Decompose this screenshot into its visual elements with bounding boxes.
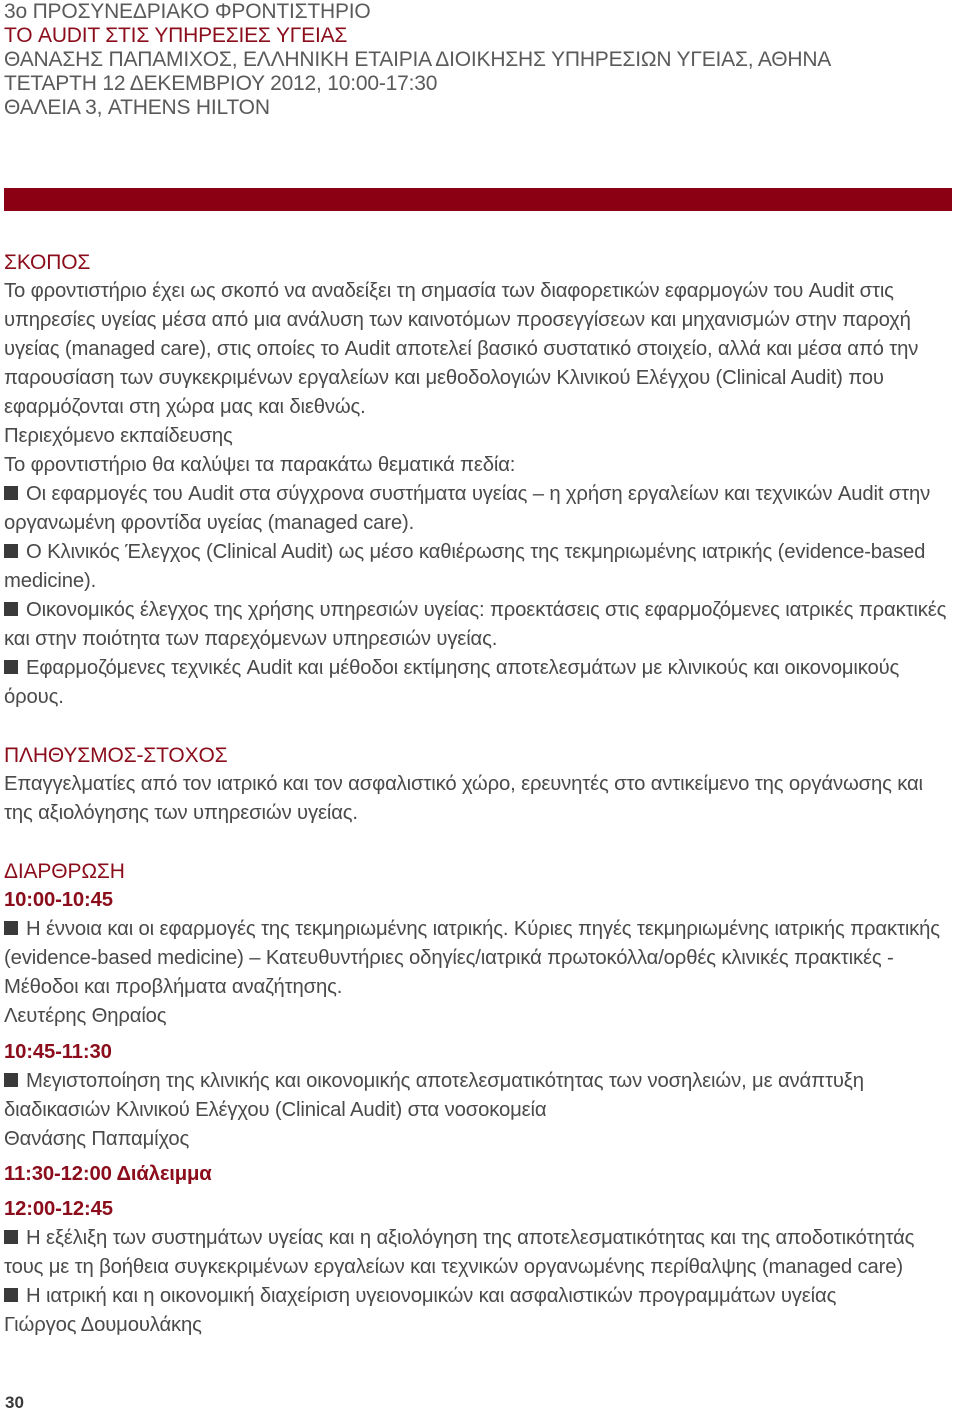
audience-section — [4, 741, 949, 828]
session-time: 12:00-12:45 — [4, 1198, 113, 1220]
session-time: 10:45-11:30 — [4, 1041, 112, 1063]
session-text: Η έννοια και οι εφαρμογές της τεκμηριωμένης ιατρικής. Κύριες πηγές τεκμηριωμένης ιατρικής πρακτικής (evidence-based medicine) – Κατευθυντήριες οδηγίες/ιατρικά πρωτοκόλλα/ορθές κλινικές πρακτικές - Μέθοδοι και προβλήματα αναζήτησης. — [4, 918, 940, 998]
square-bullet-icon — [4, 1073, 18, 1087]
square-bullet-icon — [4, 544, 18, 558]
session-time: 10:00-10:45 — [4, 889, 113, 911]
session-speaker: Γιώργος Δουμουλάκης — [4, 1314, 202, 1336]
structure-heading: ΔΙΑΡΘΡΩΣΗ — [4, 860, 125, 883]
session-text: Η ιατρική και η οικονομική διαχείριση υγειονομικών και ασφαλιστικών προγραμμάτων υγείας — [4, 1282, 949, 1311]
page-number: 30 — [5, 1393, 24, 1412]
break-row — [4, 1160, 949, 1189]
skopos-text: Το φροντιστήριο έχει ως σκοπό να αναδείξει τη σημασία των διαφορετικών εφαρμογών του Audit στις υπηρεσίες υγείας μέσα από μια ανάλυση των καινοτόμων προσεγγίσεων και μηχανισμών στην παροχή υγείας (managed care), στις οποίες το Audit αποτελεί βασικό συστατικό στοιχείο, αλλά και μέσα από την παρουσίαση των συγκεκριμένων εργαλείων και μεθοδολογιών Κλινικού Ελέγχου (Clinical Audit) που εφαρμόζονται στη χώρα μας και διεθνώς. — [4, 280, 919, 418]
list-item: Εφαρμοζόμενες τεχνικές Audit και μέθοδοι εκτίμησης αποτελεσμάτων με κλινικούς και οικονομικούς όρους. — [4, 657, 900, 708]
seminar-venue: ΘΑΛΕΙΑ 3, ATHENS HILTON — [4, 96, 270, 119]
session-2 — [4, 1038, 949, 1154]
square-bullet-icon — [4, 921, 18, 935]
content-heading: Περιεχόμενο εκπαίδευσης — [4, 425, 233, 447]
session-speaker: Λευτέρης Θηραίος — [4, 1005, 167, 1027]
square-bullet-icon — [4, 660, 18, 674]
seminar-coordinator: ΘΑΝΑΣΗΣ ΠΑΠΑΜΙΧΟΣ, ΕΛΛΗΝΙΚΗ ΕΤΑΙΡΙΑ ΔΙΟΙΚΗΣΗΣ ΥΠΗΡΕΣΙΩΝ ΥΓΕΙΑΣ, ΑΘΗΝΑ — [4, 48, 832, 71]
square-bullet-icon — [4, 1288, 18, 1302]
audience-text: Επαγγελματίες από τον ιατρικό και τον ασφαλιστικό χώρο, ερευνητές στο αντικείμενο της οργάνωσης και της αξιολόγησης των υπηρεσιών υγείας. — [4, 773, 923, 824]
square-bullet-icon — [4, 1230, 18, 1244]
session-text: Μεγιστοποίηση της κλινικής και οικονομικής αποτελεσματικότητας των νοσηλειών, με ανάπτυξη διαδικασιών Κλινικού Ελέγχου (Clinical Audit) στα νοσοκομεία — [4, 1070, 864, 1121]
list-item: Οικονομικός έλεγχος της χρήσης υπηρεσιών υγείας: προεκτάσεις στις εφαρμοζόμενες ιατρικές πρακτικές και στην ποιότητα των παρεχόμενων υπηρεσιών υγείας. — [4, 599, 947, 650]
seminar-number: 3ο ΠΡΟΣΥΝΕΔΡΙΑΚΟ ΦΡΟΝΤΙΣΤΗΡΙΟ — [4, 0, 371, 23]
header-divider-bar — [4, 188, 952, 211]
audience-heading: ΠΛΗΘΥΣΜΟΣ-ΣΤΟΧΟΣ — [4, 744, 228, 767]
skopos-section — [4, 248, 949, 712]
session-text: Η εξέλιξη των συστημάτων υγείας και η αξιολόγηση της αποτελεσματικότητας και της αποδοτικότητάς τους με τη βοήθεια συγκεκριμένων εργαλείων και τεχνικών οργανωμένης περίθαλψης (managed care) — [4, 1227, 915, 1278]
break-time: 11:30-12:00 Διάλειμμα — [4, 1163, 212, 1185]
list-item: Ο Κλινικός Έλεγχος (Clinical Audit) ως μέσο καθιέρωσης της τεκμηριωμένης ιατρικής (evidence-based medicine). — [4, 541, 926, 592]
square-bullet-icon — [4, 486, 18, 500]
session-speaker: Θανάσης Παπαμίχος — [4, 1128, 190, 1150]
content-intro: Το φροντιστήριο θα καλύψει τα παρακάτω θεματικά πεδία: — [4, 454, 516, 476]
seminar-title: ΤΟ AUDIT ΣΤΙΣ ΥΠΗΡΕΣΙΕΣ ΥΓΕΙΑΣ — [4, 24, 348, 47]
structure-section — [4, 857, 949, 1031]
seminar-date: ΤΕΤΑΡΤΗ 12 ΔΕΚΕΜΒΡΙΟΥ 2012, 10:00-17:30 — [4, 72, 438, 95]
list-item: Οι εφαρμογές του Audit στα σύγχρονα συστήματα υγείας – η χρήση εργαλείων και τεχνικών Audit στην οργανωμένη φροντίδα υγείας (managed care). — [4, 483, 931, 534]
square-bullet-icon — [4, 602, 18, 616]
skopos-heading: ΣΚΟΠΟΣ — [4, 251, 91, 274]
session-3 — [4, 1195, 949, 1340]
